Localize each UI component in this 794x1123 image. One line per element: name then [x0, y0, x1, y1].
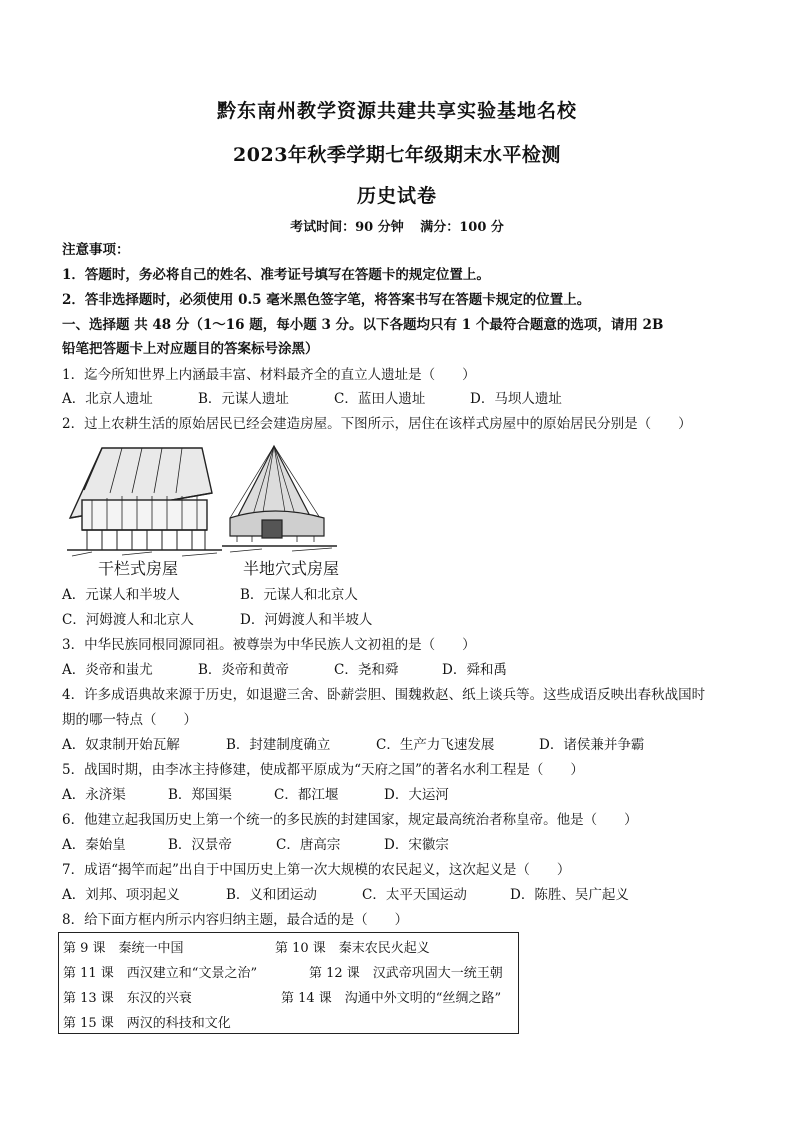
- lesson-item: 第 11 课 西汉建立和“文景之治”: [63, 966, 258, 981]
- lesson-item: 第 14 课 沟通中外文明的“丝绸之路”: [281, 991, 502, 1006]
- question-stem: 8．给下面方框内所示内容归纳主题，最合适的是（ ）: [62, 912, 409, 928]
- section-heading: 一、选择题 共 48 分（1～16 题，每小题 3 分。以下各题均只有 1 个最符合题意的选项，请用 2B: [62, 317, 664, 333]
- exam-title: 2023年秋季学期七年级期末水平检测: [233, 144, 561, 166]
- option-c: C．尧和舜: [334, 662, 399, 678]
- option-a: A．奴隶制开始瓦解: [62, 737, 180, 753]
- question-stem: 6．他建立起我国历史上第一个统一的多民族的封建国家，规定最高统治者称皇帝。他是（ ）: [62, 812, 638, 828]
- note-item: 1．答题时，务必将自己的姓名、准考证号填写在答题卡的规定位置上。: [62, 267, 490, 283]
- option-c: C．生产力飞速发展: [376, 737, 495, 753]
- figure-caption-semi: 半地穴式房屋: [243, 559, 340, 578]
- section-heading-cont: 铅笔把答题卡上对应题目的答案标号涂黑）: [62, 341, 319, 357]
- question-stem: 4．许多成语典故来源于历史，如退避三舍、卧薪尝胆、围魏救赵、纸上谈兵等。这些成语反映出春秋战国时: [62, 687, 706, 703]
- option-b: B．郑国渠: [168, 787, 232, 803]
- lesson-box: [58, 932, 519, 1034]
- lesson-item: 第 15 课 两汉的科技和文化: [63, 1016, 231, 1031]
- option-a: A．北京人遗址: [62, 391, 153, 407]
- question-stem-cont: 期的哪一特点（ ）: [62, 712, 197, 728]
- lesson-item: 第 13 课 东汉的兴衰: [63, 991, 192, 1006]
- subject-title: 历史试卷: [356, 185, 437, 207]
- question-stem: 7．成语“揭竿而起”出自于中国历史上第一次大规模的农民起义，这次起义是（ ）: [62, 862, 571, 878]
- question-stem: 5．战国时期，由李冰主持修建，使成都平原成为“天府之国”的著名水利工程是（ ）: [62, 762, 584, 778]
- option-c: C．都江堰: [274, 787, 339, 803]
- semi-subterranean-house-image: [222, 446, 337, 552]
- option-a: A．秦始皇: [62, 837, 126, 853]
- exam-time: 考试时间：90 分钟: [290, 220, 404, 235]
- notes-heading: 注意事项：: [62, 242, 130, 258]
- school-title: 黔东南州教学资源共建共享实验基地名校: [216, 100, 577, 122]
- option-d: D．陈胜、吴广起义: [510, 887, 629, 903]
- option-d: D．大运河: [384, 787, 449, 803]
- option-d: D．河姆渡人和半坡人: [240, 612, 373, 628]
- option-a: A．刘邦、项羽起义: [62, 887, 180, 903]
- stilt-house-image: [67, 448, 222, 556]
- option-b: B．汉景帝: [168, 837, 232, 853]
- option-c: C．蓝田人遗址: [334, 391, 426, 407]
- option-b: B．封建制度确立: [226, 737, 331, 753]
- option-a: A．永济渠: [62, 787, 126, 803]
- option-b: B．炎帝和黄帝: [198, 662, 289, 678]
- note-item: 2．答非选择题时，必须使用 0.5 毫米黑色签字笔，将答案书写在答题卡规定的位置上。: [62, 292, 591, 308]
- option-d: D．宋徽宗: [384, 837, 449, 853]
- option-d: D．舜和禹: [442, 662, 507, 678]
- option-b: B．义和团运动: [226, 887, 317, 903]
- lesson-item: 第 10 课 秦末农民火起义: [275, 941, 430, 956]
- exam-info: [0, 216, 794, 235]
- option-c: C．唐高宗: [276, 837, 341, 853]
- option-b: B．元谋人遗址: [198, 391, 289, 407]
- option-d: D．马坝人遗址: [470, 391, 562, 407]
- option-a: A．炎帝和蚩尤: [62, 662, 153, 678]
- option-c: C．河姆渡人和北京人: [62, 612, 194, 628]
- question-stem: 1．迄今所知世界上内涵最丰富、材料最齐全的直立人遗址是（ ）: [62, 367, 476, 383]
- lesson-item: 第 12 课 汉武帝巩固大一统王朝: [309, 966, 503, 981]
- option-d: D．诸侯兼并争霸: [539, 737, 645, 753]
- lesson-item: 第 9 课 秦统一中国: [63, 941, 184, 956]
- option-b: B．元谋人和北京人: [240, 587, 358, 603]
- question-stem: 3．中华民族同根同源同祖。被尊崇为中华民族人文初祖的是（ ）: [62, 637, 476, 653]
- option-c: C．太平天国运动: [362, 887, 467, 903]
- question-stem: 2．过上农耕生活的原始居民已经会建造房屋。下图所示，居住在该样式房屋中的原始居民分别是（ ）: [62, 416, 692, 432]
- exam-score: 满分：100 分: [420, 220, 504, 235]
- option-a: A．元谋人和半坡人: [62, 587, 180, 603]
- figure-caption-stilt: 干栏式房屋: [98, 559, 179, 578]
